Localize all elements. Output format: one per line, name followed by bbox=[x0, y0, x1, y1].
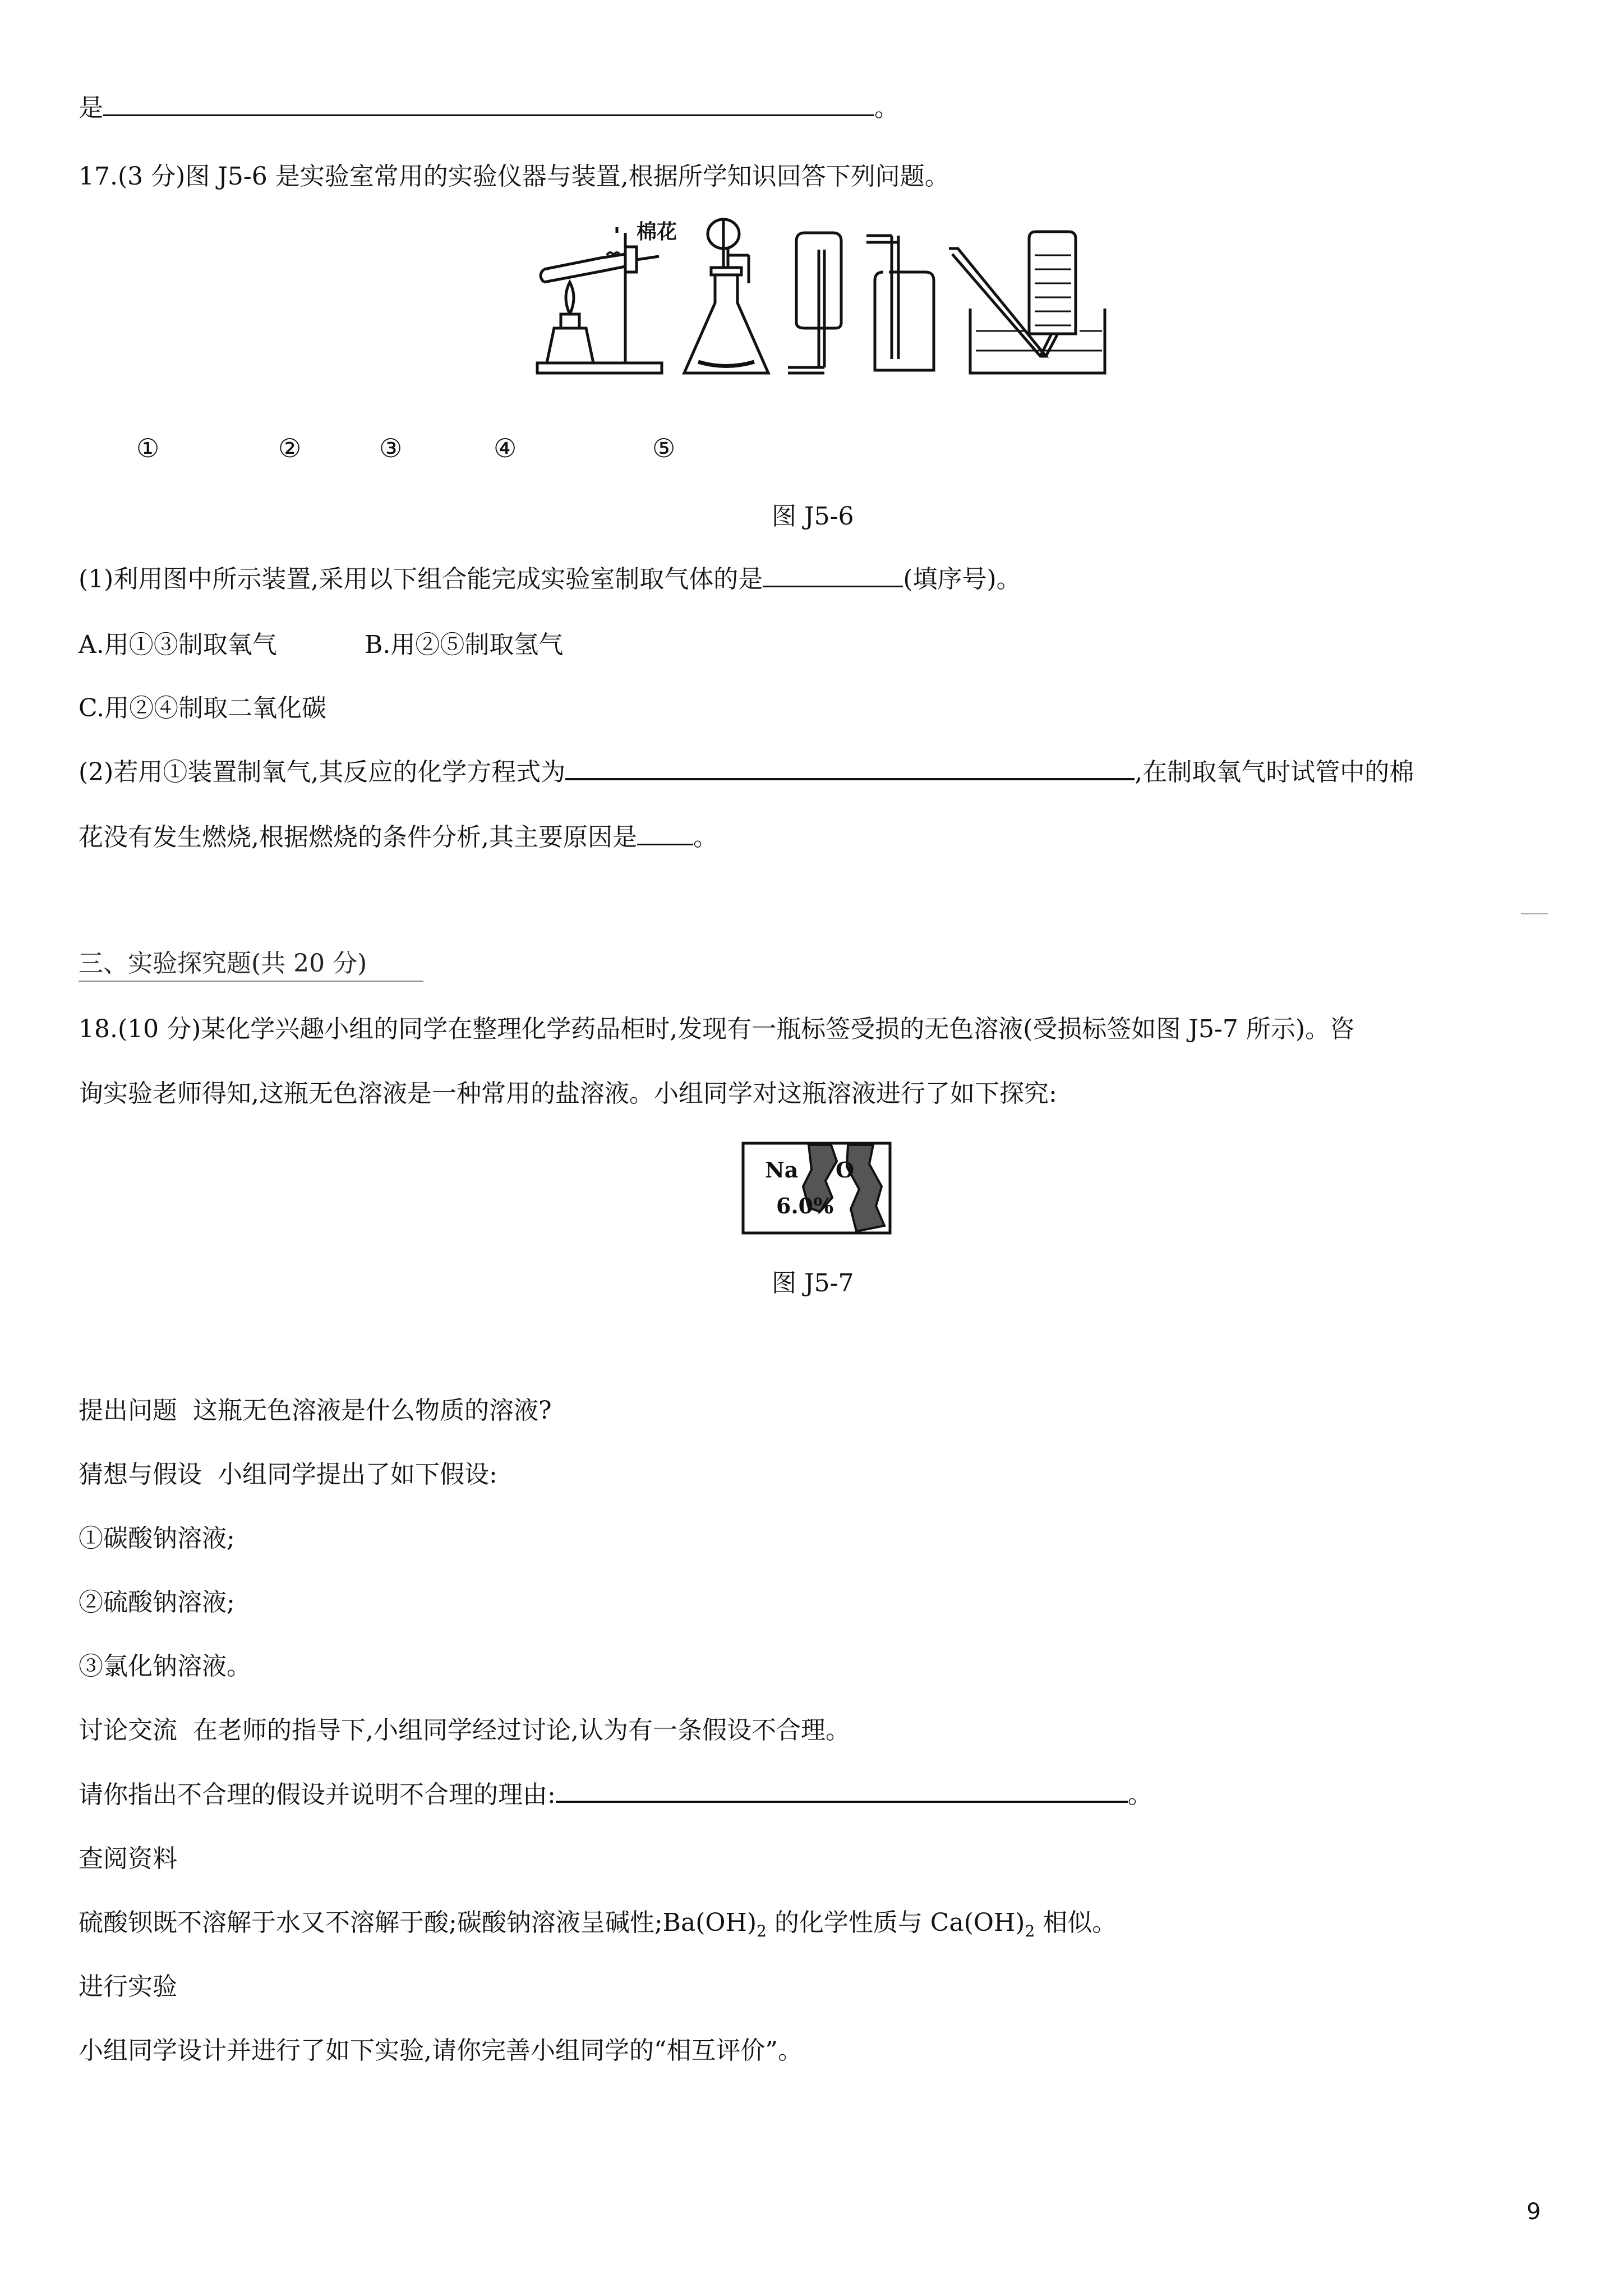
figure-j5-7-damaged-label bbox=[741, 1142, 893, 1237]
page-number: 9 bbox=[1527, 2199, 1541, 2225]
subscript-2b: 2 bbox=[1025, 1921, 1035, 1940]
hypothesis-text: 小组同学提出了如下假设: bbox=[217, 1460, 497, 1489]
reference-text-a: 硫酸钡既不溶解于水又不溶解于酸;碳酸钠溶液呈碱性;Ba(OH) bbox=[79, 1908, 757, 1937]
q17-part2-continue: ,在制取氧气时试管中的棉 bbox=[1135, 758, 1414, 786]
reference-title: 查阅资料 bbox=[79, 1844, 177, 1873]
q17-part2-line2 bbox=[79, 821, 718, 854]
figure-label-4: ④ bbox=[494, 433, 517, 463]
section-3-score: (共 20 分) bbox=[251, 949, 367, 978]
label-na: Na bbox=[765, 1157, 799, 1182]
hypothesis-1: ①碳酸钠溶液; bbox=[79, 1524, 235, 1553]
gas-bottle-4 bbox=[875, 272, 934, 370]
label-o: O bbox=[836, 1157, 855, 1182]
ask-question bbox=[79, 1394, 552, 1428]
figure-label-3: ③ bbox=[379, 433, 403, 463]
q17-part2-end: 。 bbox=[693, 823, 718, 852]
water-trough bbox=[970, 309, 1105, 373]
q17-part1-hint: (填序号)。 bbox=[903, 565, 1021, 593]
option-a: A.用①③制取氧气 bbox=[79, 631, 277, 659]
cotton-label: 棉花 bbox=[637, 220, 677, 243]
label-percent: 6.0% bbox=[776, 1193, 834, 1218]
reference-text-c: 相似。 bbox=[1035, 1908, 1117, 1937]
figure-label-1: ① bbox=[136, 433, 160, 463]
discussion bbox=[79, 1714, 850, 1747]
q17-part2-text: (2)若用①装置制氧气,其反应的化学方程式为 bbox=[79, 758, 566, 786]
q17-reason-blank[interactable] bbox=[637, 844, 693, 845]
q17-part2-line1 bbox=[79, 756, 1414, 789]
reference-text bbox=[79, 1906, 1117, 1948]
delivery-tube bbox=[949, 249, 1046, 356]
experiment-title: 进行实验 bbox=[79, 1972, 177, 2001]
decorative-dash bbox=[1521, 913, 1548, 914]
answer-blank[interactable] bbox=[103, 114, 874, 116]
figure-label-5: ⑤ bbox=[652, 433, 676, 463]
ask-question-text: 这瓶无色溶液是什么物质的溶液? bbox=[192, 1396, 552, 1425]
q17-equation-blank[interactable] bbox=[565, 778, 1135, 780]
hypothesis-title: 猜想与假设 bbox=[79, 1460, 202, 1489]
figure-caption-j5-7: 图 J5-7 bbox=[772, 1269, 854, 1297]
figure-caption-j5-6: 图 J5-6 bbox=[772, 502, 854, 531]
top-line-suffix: 。 bbox=[874, 94, 899, 122]
point-out-line bbox=[79, 1778, 1152, 1812]
discussion-title: 讨论交流 bbox=[79, 1716, 177, 1745]
point-out-text: 请你指出不合理的假设并说明不合理的理由: bbox=[79, 1780, 556, 1809]
section-3-title: 三、实验探究题 bbox=[79, 949, 251, 978]
q17-part1-text: (1)利用图中所示装置,采用以下组合能完成实验室制取气体的是 bbox=[79, 565, 763, 593]
q17-part1 bbox=[79, 563, 1021, 596]
top-line-prefix: 是 bbox=[79, 94, 103, 122]
section-3-underline bbox=[79, 981, 423, 982]
point-out-end: 。 bbox=[1127, 1780, 1152, 1809]
flame bbox=[566, 282, 574, 314]
erlenmeyer-flask bbox=[684, 275, 768, 373]
hypothesis bbox=[79, 1458, 497, 1492]
top-answer-line bbox=[79, 91, 899, 125]
hypothesis-2: ②硫酸钠溶液; bbox=[79, 1588, 235, 1617]
q17-part1-blank[interactable] bbox=[763, 586, 903, 587]
option-b: B.用②⑤制取氢气 bbox=[365, 631, 564, 659]
q18-stem-line2: 询实验老师得知,这瓶无色溶液是一种常用的盐溶液。小组同学对这瓶溶液进行了如下探究: bbox=[79, 1079, 1057, 1108]
figure-label-2: ② bbox=[278, 433, 302, 463]
subscript-2: 2 bbox=[757, 1921, 767, 1940]
point-out-blank[interactable] bbox=[556, 1801, 1128, 1803]
experiment-text: 小组同学设计并进行了如下实验,请你完善小组同学的“相互评价”。 bbox=[79, 2036, 803, 2065]
figure-j5-6 bbox=[533, 216, 1116, 384]
reference-text-b: 的化学性质与 Ca(OH) bbox=[766, 1908, 1025, 1937]
hypothesis-3: ③氯化钠溶液。 bbox=[79, 1652, 251, 1681]
q18-stem-line1: 18.(10 分)某化学兴趣小组的同学在整理化学药品柜时,发现有一瓶标签受损的无色溶液(受损标签如图 J5-7 所示)。咨 bbox=[79, 1015, 1355, 1043]
q17-stem: 17.(3 分)图 J5-6 是实验室常用的实验仪器与装置,根据所学知识回答下列问题。 bbox=[79, 162, 949, 191]
q17-part2-line2-text: 花没有发生燃烧,根据燃烧的条件分析,其主要原因是 bbox=[79, 823, 637, 852]
alcohol-lamp bbox=[547, 328, 593, 363]
iron-stand-base bbox=[537, 363, 662, 373]
section-3-heading bbox=[79, 947, 367, 981]
ask-question-title: 提出问题 bbox=[79, 1396, 177, 1425]
option-c: C.用②④制取二氧化碳 bbox=[79, 694, 327, 723]
discussion-text: 在老师的指导下,小组同学经过讨论,认为有一条假设不合理。 bbox=[192, 1716, 850, 1745]
